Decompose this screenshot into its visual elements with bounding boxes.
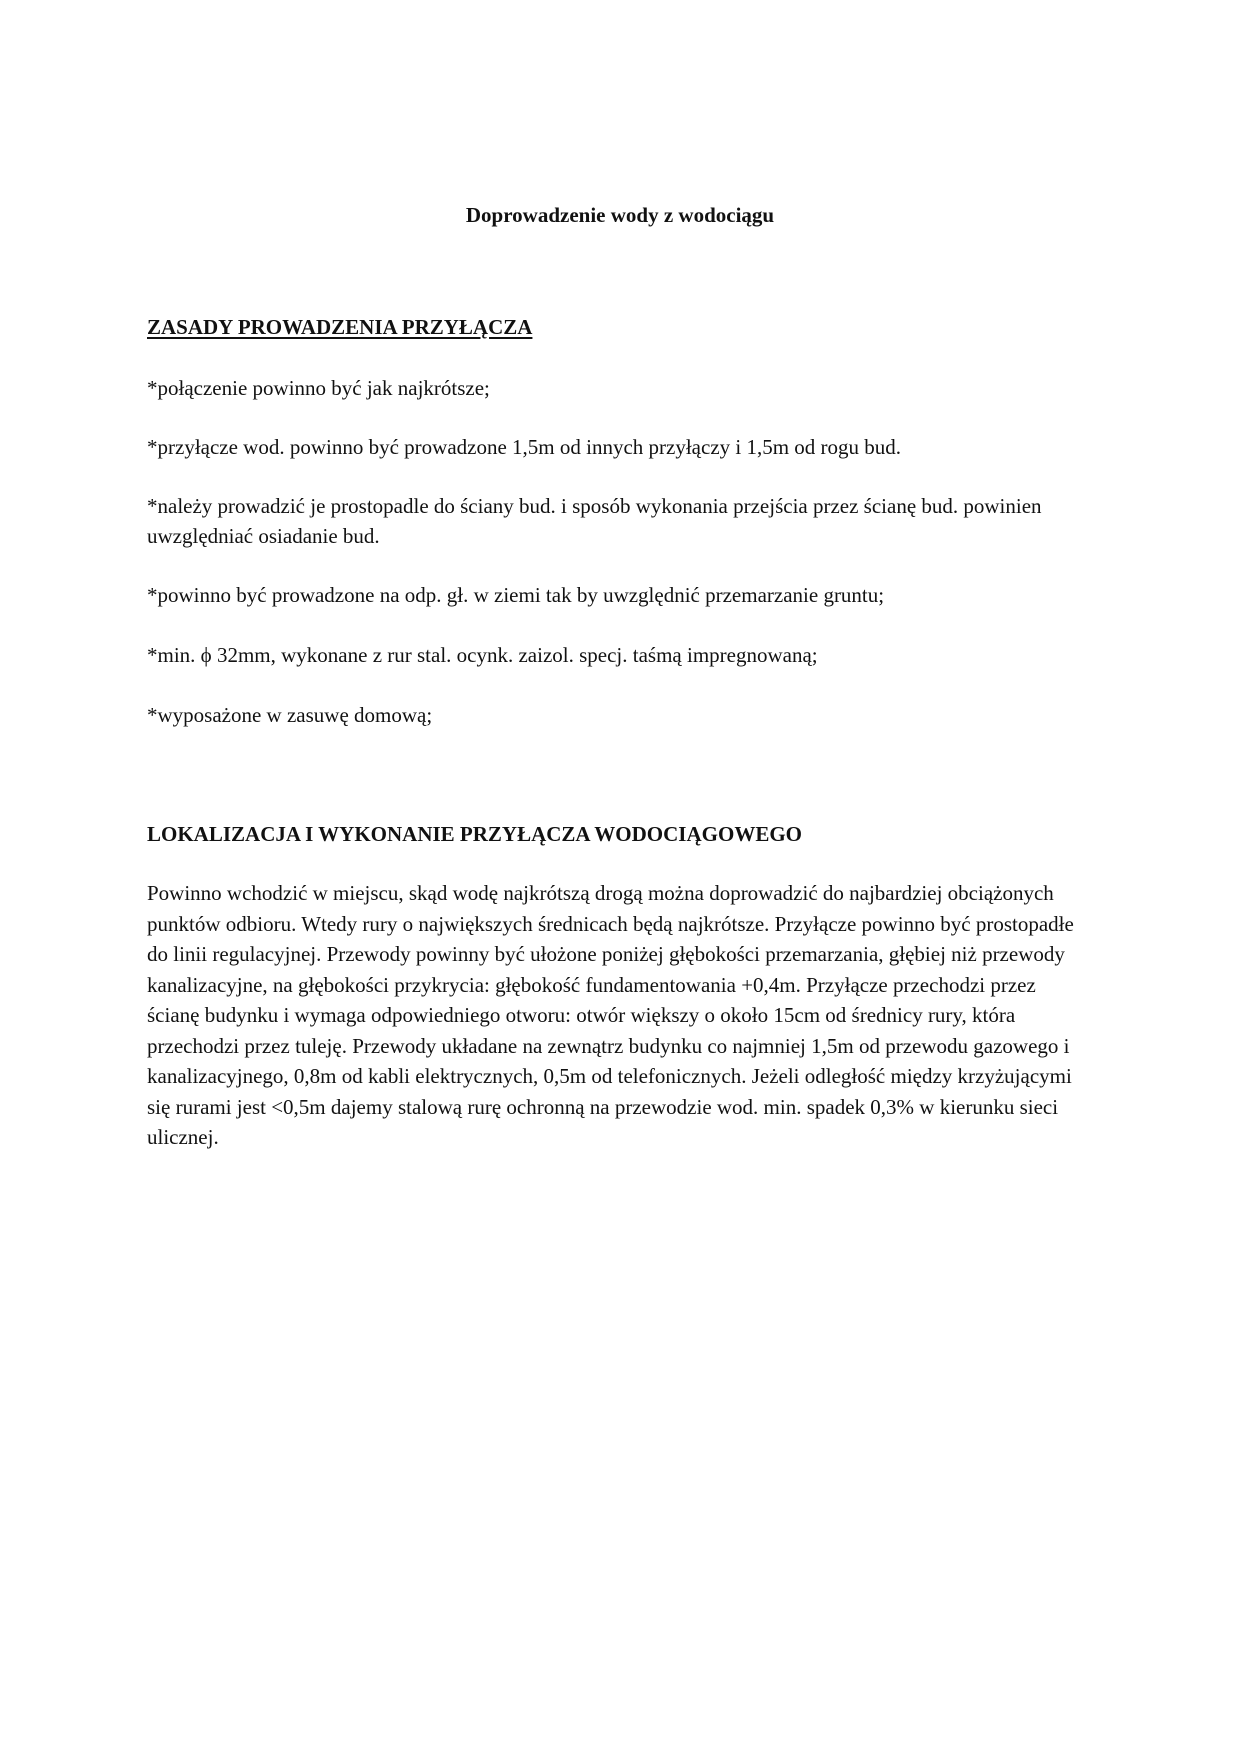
rule-item: *powinno być prowadzone na odp. gł. w ziemi tak by uwzględnić przemarzanie gruntu; bbox=[147, 583, 885, 607]
location-paragraph: Powinno wchodzić w miejscu, skąd wodę najkrótszą drogą można doprowadzić do najbardziej obciążonych punktów odbioru. Wtedy rury o największych średnicach będą najkrótsze. Przyłącze powinno być prostopadłe do linii regulacyjnej. Przewody powinny być ułożone poniżej głębokości przemarzania, głębiej niż przewody kanalizacyjne, na głębokości przykrycia: głębokość fundamentowania +0,4m. Przyłącze przechodzi przez ścianę budynku i wymaga odpowiedniego otworu: otwór większy o około 15cm od średnicy rury, która przechodzi przez tuleję. Przewody układane na zewnątrz budynku co najmniej 1,5m od przewodu gazowego i kanalizacyjnego, 0,8m od kabli elektrycznych, 0,5m od telefonicznych. Jeżeli odległość między krzyżującymi się rurami jest <0,5m dajemy stalową rurę ochronną na przewodzie wod. min. spadek 0,3% w kierunku sieci ulicznej. bbox=[147, 881, 1074, 1149]
rule-item: *połączenie powinno być jak najkrótsze; bbox=[147, 376, 490, 400]
rule-item: *należy prowadzić je prostopadle do ściany bud. i sposób wykonania przejścia przez ścianę bud. powinien uwzględniać osiadanie bud. bbox=[147, 494, 1042, 548]
rule-item: *przyłącze wod. powinno być prowadzone 1,5m od innych przyłączy i 1,5m od rogu bud. bbox=[147, 435, 902, 459]
rule-item: *min. ϕ 32mm, wykonane z rur stal. ocynk. zaizol. specj. taśmą impregnowaną; bbox=[147, 643, 818, 667]
section-heading-location: LOKALIZACJA I WYKONANIE PRZYŁĄCZA WODOCIĄGOWEGO bbox=[147, 822, 802, 846]
section-heading-rules: ZASADY PROWADZENIA PRZYŁĄCZA bbox=[147, 315, 533, 339]
rule-item: *wyposażone w zasuwę domową; bbox=[147, 703, 433, 727]
document-title: Doprowadzenie wody z wodociągu bbox=[465, 203, 775, 227]
